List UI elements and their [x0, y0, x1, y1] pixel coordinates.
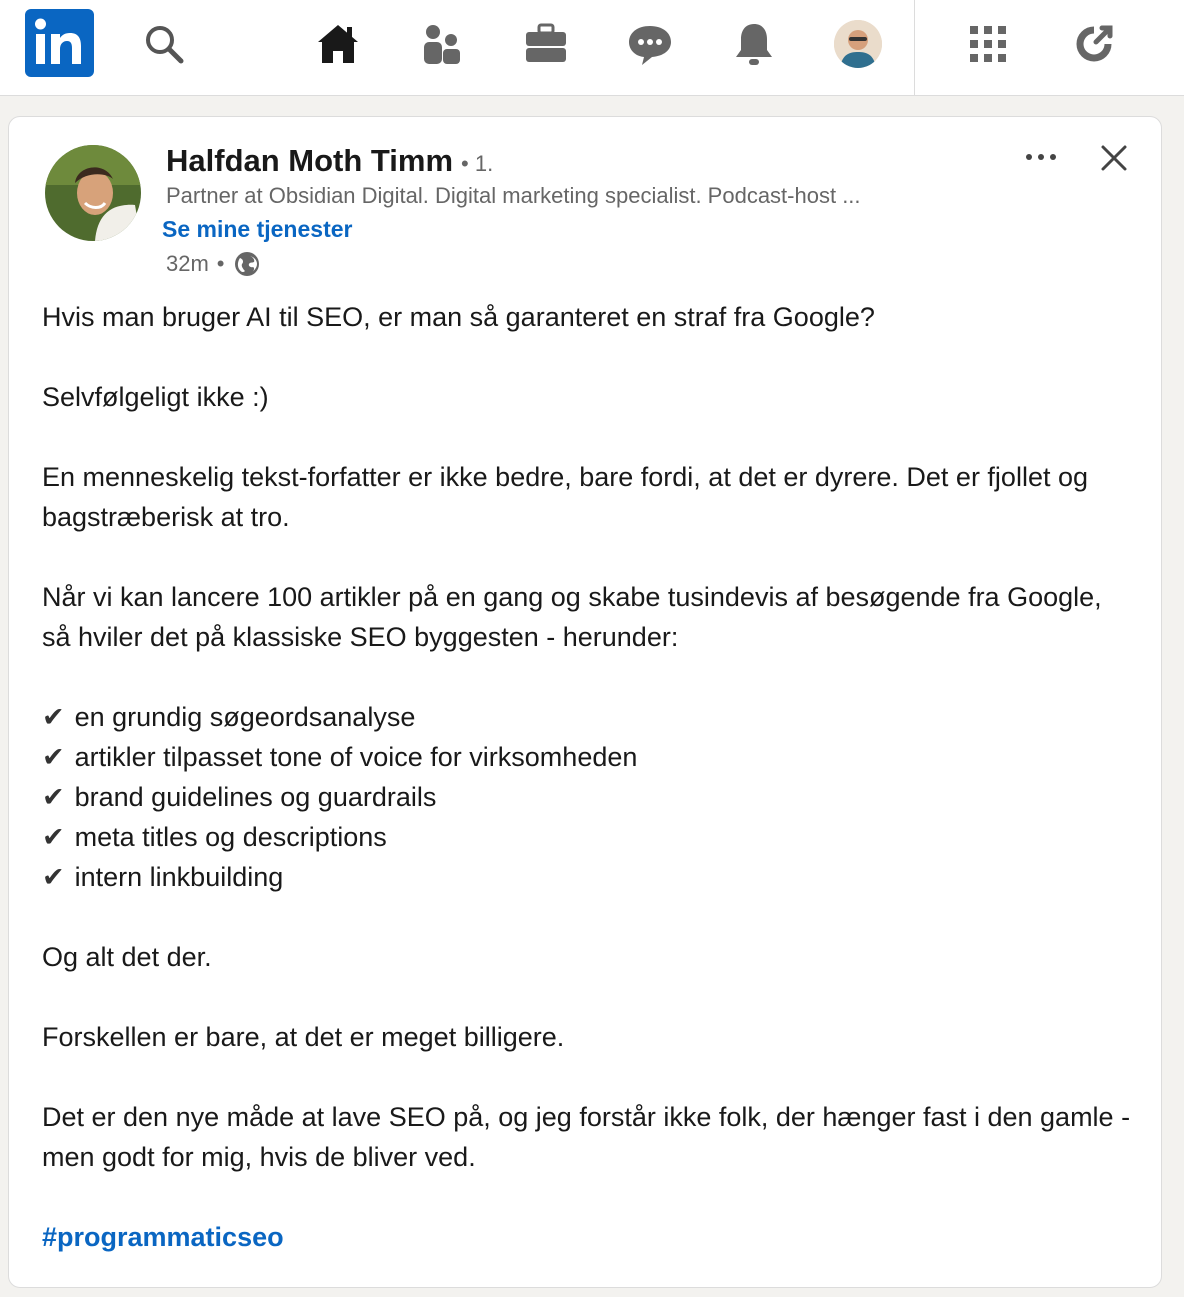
notifications-icon[interactable]: [726, 16, 782, 72]
hashtag-link[interactable]: #programmaticseo: [42, 1222, 284, 1252]
post-paragraph: En menneskelig tekst-forfatter er ikke bedre, bare fordi, at det er dyrere. Det er fjollet og bagstræberisk at tro.: [42, 462, 1088, 532]
checkmark-icon: ✔: [42, 782, 65, 812]
checklist: [42, 697, 1132, 897]
messaging-icon[interactable]: [622, 16, 678, 72]
checklist-item-text: artikler tilpasset tone of voice for virksomheden: [74, 742, 638, 772]
global-nav: [0, 0, 1184, 96]
checklist-item: [42, 857, 1132, 897]
checkmark-icon: ✔: [42, 702, 65, 732]
connection-degree: • 1.: [461, 151, 494, 176]
more-options-button[interactable]: [1021, 139, 1061, 175]
close-button[interactable]: [1095, 139, 1133, 177]
checkmark-icon: ✔: [42, 742, 65, 772]
checklist-item: [42, 737, 1132, 777]
post-paragraph: Forskellen er bare, at det er meget billigere.: [42, 1022, 565, 1052]
checkmark-icon: ✔: [42, 862, 65, 892]
checklist-item-text: intern linkbuilding: [74, 862, 284, 892]
ellipsis-icon: [1023, 152, 1059, 162]
author-avatar[interactable]: [45, 145, 141, 241]
post-paragraph: Hvis man bruger AI til SEO, er man så garanteret en straf fra Google?: [42, 302, 875, 332]
post-paragraph: Det er den nye måde at lave SEO på, og jeg forstår ikke folk, der hænger fast i den gamle - men godt for mig, hvis de bliver ved.: [42, 1102, 1131, 1172]
post-card: [8, 116, 1162, 1288]
author-name-text[interactable]: Halfdan Moth Timm: [166, 143, 454, 178]
network-icon[interactable]: [414, 16, 470, 72]
me-avatar[interactable]: [830, 16, 886, 72]
apps-grid-icon[interactable]: [960, 16, 1016, 72]
author-headline: Partner at Obsidian Digital. Digital marketing specialist. Podcast-host ...: [166, 183, 861, 208]
checkmark-icon: ✔: [42, 822, 65, 852]
checklist-item: [42, 817, 1132, 857]
close-icon: [1100, 144, 1128, 172]
linkedin-logo-icon: [25, 9, 94, 77]
checklist-item: [42, 777, 1132, 817]
advertise-icon[interactable]: [1066, 16, 1122, 72]
checklist-item-text: brand guidelines og guardrails: [74, 782, 437, 812]
checklist-item-text: meta titles og descriptions: [74, 822, 387, 852]
checklist-item-text: en grundig søgeordsanalyse: [74, 702, 416, 732]
services-link[interactable]: Se mine tjenester: [162, 216, 353, 242]
post-body: [42, 297, 1132, 1297]
jobs-icon[interactable]: [518, 16, 574, 72]
search-icon[interactable]: [136, 16, 192, 72]
nav-divider: [914, 0, 915, 95]
linkedin-logo[interactable]: [25, 9, 94, 77]
hashtag-line: [42, 1217, 1132, 1257]
avatar: [834, 20, 882, 68]
post-paragraph: Selvfølgeligt ikke :): [42, 382, 269, 412]
author-name[interactable]: [166, 143, 493, 179]
globe-icon: [233, 250, 261, 278]
checklist-item: [42, 697, 1132, 737]
meta-separator: •: [216, 251, 225, 276]
post-time: 32m: [166, 251, 209, 276]
post-paragraph: Når vi kan lancere 100 artikler på en gang og skabe tusindevis af besøgende fra Google, så hviler det på klassiske SEO byggesten - herunder:: [42, 582, 1102, 652]
post-paragraph: Og alt det der.: [42, 942, 212, 972]
post-meta: [166, 250, 261, 278]
home-icon[interactable]: [310, 16, 366, 72]
